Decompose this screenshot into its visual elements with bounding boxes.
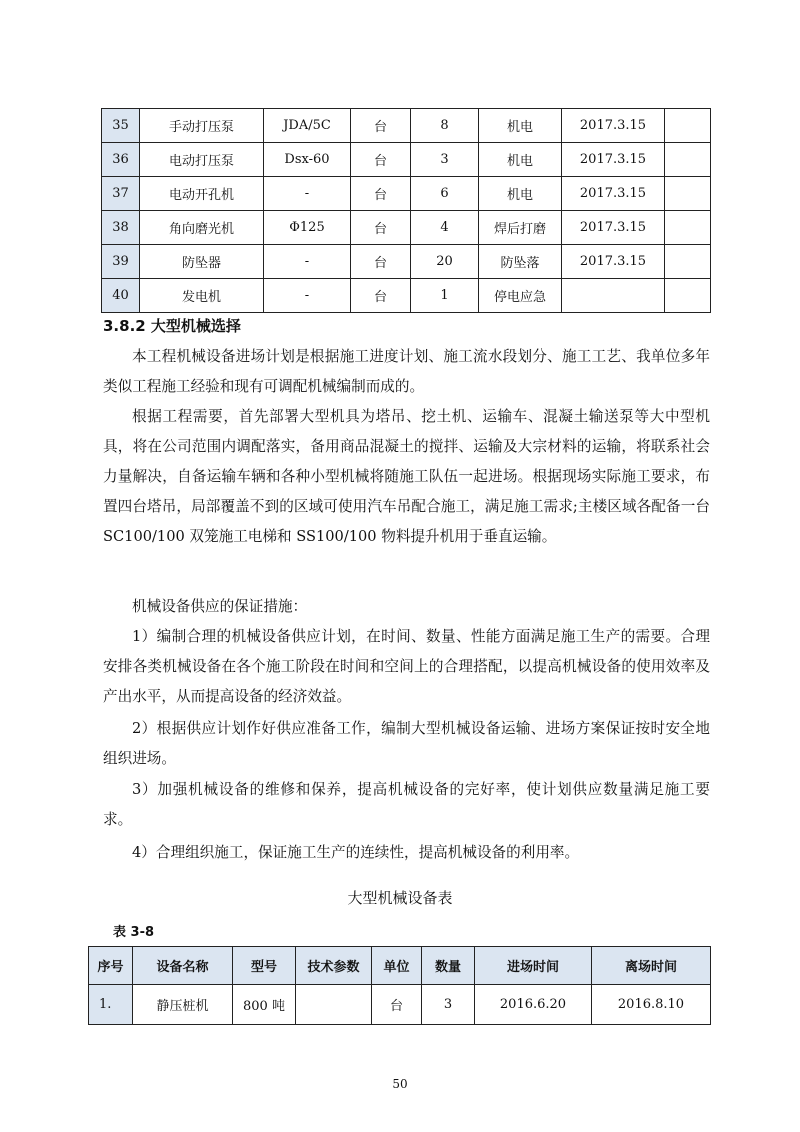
equipment-name: 角向磨光机 [140, 211, 264, 245]
equipment-qty: 8 [411, 109, 479, 143]
equipment-name: 手动打压泵 [140, 109, 264, 143]
equipment-date: 2017.3.15 [562, 143, 665, 177]
equipment-remark [665, 245, 711, 279]
equipment-table [101, 108, 711, 313]
header-param: 技术参数 [296, 947, 372, 985]
equipment-model: - [264, 279, 351, 313]
equipment-unit: 台 [351, 177, 411, 211]
equipment-qty: 3 [411, 143, 479, 177]
page-number: 50 [392, 1077, 408, 1091]
table-row [89, 985, 711, 1025]
equipment-use: 焊后打磨 [479, 211, 562, 245]
equipment-use: 停电应急 [479, 279, 562, 313]
paragraph-deployment: 根据工程需要，首先部署大型机具为塔吊、挖土机、运输车、混凝土输送泵等大中型机具，将在公司范围内调配落实，备用商品混凝土的搅拌、运输及大宗材料的运输，将联系社会力量解决，自备运输车辆和各种小型机械将随施工队伍一起进场。根据现场实际施工要求，布置四台塔吊，局部覆盖不到的区域可使用汽车吊配合施工，满足施工需求;主楼区域各配备一台 SC100/100 双笼施工电梯和 SS100/100 物料提升机用于垂直运输。 [103, 408, 710, 545]
equipment-date: 2017.3.15 [562, 177, 665, 211]
row-number: 39 [102, 245, 140, 279]
equipment-name: 电动打压泵 [140, 143, 264, 177]
row-number: 36 [102, 143, 140, 177]
table-label: 表 3-8 [113, 925, 155, 940]
row-number: 38 [102, 211, 140, 245]
equipment-use: 防坠落 [479, 245, 562, 279]
header-in: 进场时间 [475, 947, 592, 985]
equipment-remark [665, 143, 711, 177]
header-unit: 单位 [372, 947, 422, 985]
paragraph-measure-1: 1）编制合理的机械设备供应计划，在时间、数量、性能方面满足施工生产的需要。合理安排各类机械设备在各个施工阶段在时间和空间上的合理搭配，以提高机械设备的使用效率及产出水平，从而提高设备的经济效益。 [103, 628, 710, 705]
row-number: 40 [102, 279, 140, 313]
equipment-date: 2017.3.15 [562, 109, 665, 143]
table-row [102, 245, 711, 279]
equipment-model: - [264, 177, 351, 211]
equipment-use: 机电 [479, 143, 562, 177]
table-row [102, 143, 711, 177]
equipment-qty: 20 [411, 245, 479, 279]
equipment-name: 电动开孔机 [140, 177, 264, 211]
equipment-unit: 台 [351, 109, 411, 143]
equipment-date [562, 279, 665, 313]
table-header-row [89, 947, 711, 985]
equipment-model: - [264, 245, 351, 279]
table-row [102, 109, 711, 143]
row-number: 37 [102, 177, 140, 211]
header-no: 序号 [89, 947, 133, 985]
equipment-unit: 台 [351, 245, 411, 279]
equipment-use: 机电 [479, 177, 562, 211]
equipment-model: Φ125 [264, 211, 351, 245]
equipment-param [296, 985, 372, 1025]
equipment-unit: 台 [351, 211, 411, 245]
header-model: 型号 [233, 947, 296, 985]
paragraph-intro: 本工程机械设备进场计划是根据施工进度计划、施工流水段划分、施工工艺、我单位多年类似工程施工经验和现有可调配机械编制而成的。 [103, 348, 710, 395]
large-equipment-table [88, 946, 711, 1025]
section-heading: 3.8.2 大型机械选择 [103, 317, 241, 335]
equipment-model: JDA/5C [264, 109, 351, 143]
table-caption: 大型机械设备表 [347, 889, 453, 907]
paragraph-measure-2: 2）根据供应计划作好供应准备工作，编制大型机械设备运输、进场方案保证按时安全地组织进场。 [103, 720, 710, 767]
entry-date: 2016.6.20 [475, 985, 592, 1025]
equipment-date: 2017.3.15 [562, 245, 665, 279]
row-number: 35 [102, 109, 140, 143]
header-out: 离场时间 [592, 947, 711, 985]
equipment-qty: 1 [411, 279, 479, 313]
header-name: 设备名称 [133, 947, 233, 985]
equipment-remark [665, 109, 711, 143]
paragraph-measure-4: 4）合理组织施工，保证施工生产的连续性，提高机械设备的利用率。 [132, 844, 580, 861]
paragraph-measures-title: 机械设备供应的保证措施： [132, 598, 308, 615]
equipment-unit: 台 [351, 279, 411, 313]
equipment-name: 防坠器 [140, 245, 264, 279]
equipment-unit: 台 [351, 143, 411, 177]
equipment-remark [665, 279, 711, 313]
equipment-use: 机电 [479, 109, 562, 143]
equipment-date: 2017.3.15 [562, 211, 665, 245]
paragraph-measure-3: 3）加强机械设备的维修和保养，提高机械设备的完好率，使计划供应数量满足施工要求。 [103, 781, 710, 828]
exit-date: 2016.8.10 [592, 985, 711, 1025]
equipment-model: 800 吨 [233, 985, 296, 1025]
equipment-remark [665, 211, 711, 245]
equipment-qty: 6 [411, 177, 479, 211]
table-row [102, 177, 711, 211]
equipment-name: 静压桩机 [133, 985, 233, 1025]
equipment-qty: 3 [422, 985, 475, 1025]
table-row [102, 211, 711, 245]
header-qty: 数量 [422, 947, 475, 985]
equipment-model: Dsx-60 [264, 143, 351, 177]
equipment-unit: 台 [372, 985, 422, 1025]
equipment-qty: 4 [411, 211, 479, 245]
equipment-name: 发电机 [140, 279, 264, 313]
equipment-remark [665, 177, 711, 211]
row-number: 1. [89, 985, 133, 1025]
table-row [102, 279, 711, 313]
